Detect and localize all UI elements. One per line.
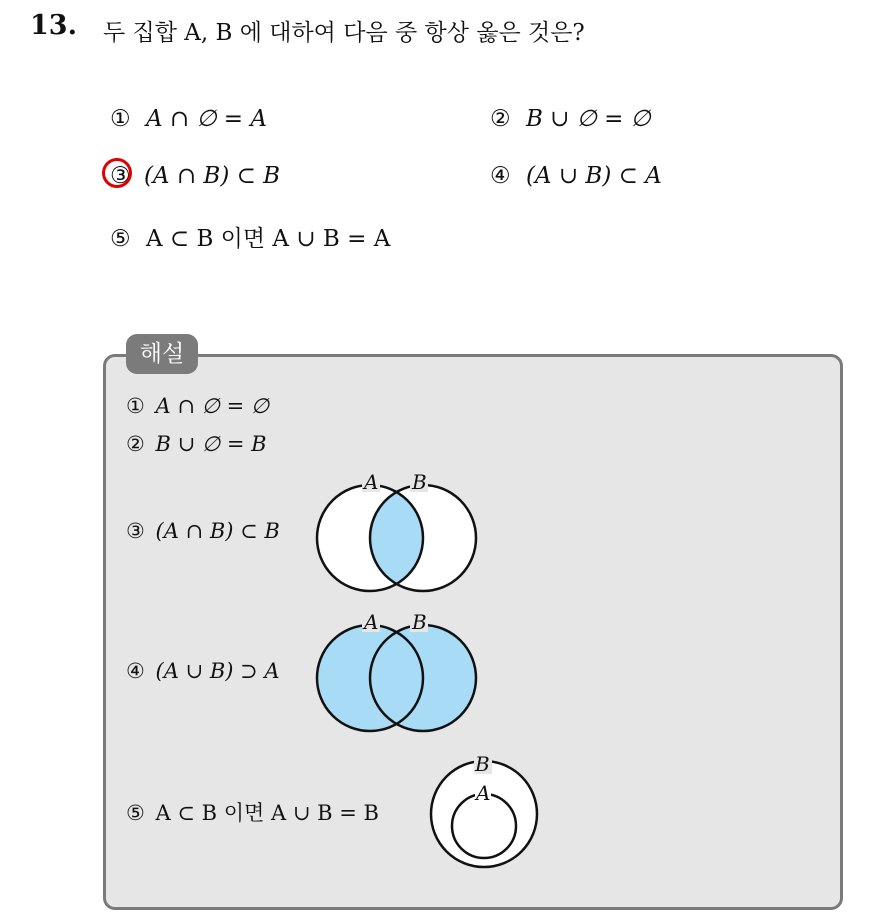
set-a-label: A bbox=[476, 781, 491, 805]
solution-line-4 bbox=[126, 659, 280, 683]
set-b-label: B bbox=[412, 610, 427, 634]
venn-union-diagram bbox=[312, 610, 482, 740]
solution-line-1 bbox=[126, 394, 269, 418]
set-a-label: A bbox=[364, 610, 379, 634]
solution-line-2-expression: B ∪ ∅ = B bbox=[155, 432, 267, 456]
solution-line-1-number: ① bbox=[126, 394, 145, 418]
set-b-label: B bbox=[475, 752, 490, 776]
solution-line-3-number: ③ bbox=[126, 519, 145, 543]
solution-line-2-number: ② bbox=[126, 432, 145, 456]
question-text: 두 집합 A, B 에 대하여 다음 중 항상 옳은 것은? bbox=[103, 20, 585, 46]
solution-line-5 bbox=[126, 797, 379, 827]
venn-intersection-diagram bbox=[312, 470, 482, 600]
option-2-number: ② bbox=[490, 106, 511, 132]
option-3[interactable] bbox=[110, 163, 280, 189]
subset-nested-diagram bbox=[426, 752, 546, 872]
solution-line-5-number: ⑤ bbox=[126, 801, 145, 825]
solution-line-2 bbox=[126, 432, 267, 456]
question-number: 13. bbox=[30, 10, 77, 41]
solution-line-1-expression: A ∩ ∅ = ∅ bbox=[155, 394, 270, 418]
option-3-expression: (A ∩ B) ⊂ B bbox=[143, 163, 281, 189]
option-4[interactable] bbox=[490, 163, 662, 189]
option-1-number: ① bbox=[110, 106, 131, 132]
solution-line-5-expression: A ⊂ B 이면 A ∪ B = B bbox=[155, 801, 379, 825]
solution-tab-label: 해설 bbox=[126, 334, 198, 374]
selected-answer-circle bbox=[102, 158, 132, 188]
option-5-number: ⑤ bbox=[110, 226, 131, 252]
option-5-expression: A ⊂ B 이면 A ∪ B = A bbox=[145, 226, 391, 252]
option-4-expression: (A ∪ B) ⊂ A bbox=[525, 163, 662, 189]
solution-line-3 bbox=[126, 519, 280, 543]
option-4-number: ④ bbox=[490, 163, 511, 189]
option-1-expression: A ∩ ∅ = A bbox=[145, 106, 267, 132]
solution-line-4-number: ④ bbox=[126, 659, 145, 683]
option-1[interactable] bbox=[110, 106, 267, 132]
option-3-number: ③ bbox=[110, 163, 131, 189]
solution-line-3-expression: (A ∩ B) ⊂ B bbox=[155, 519, 280, 543]
option-2[interactable] bbox=[490, 106, 651, 132]
option-5[interactable] bbox=[110, 220, 390, 253]
set-b-label: B bbox=[412, 470, 427, 494]
set-a-label: A bbox=[364, 470, 379, 494]
solution-line-4-expression: (A ∪ B) ⊃ A bbox=[155, 659, 280, 683]
option-2-expression: B ∪ ∅ = ∅ bbox=[525, 106, 651, 132]
